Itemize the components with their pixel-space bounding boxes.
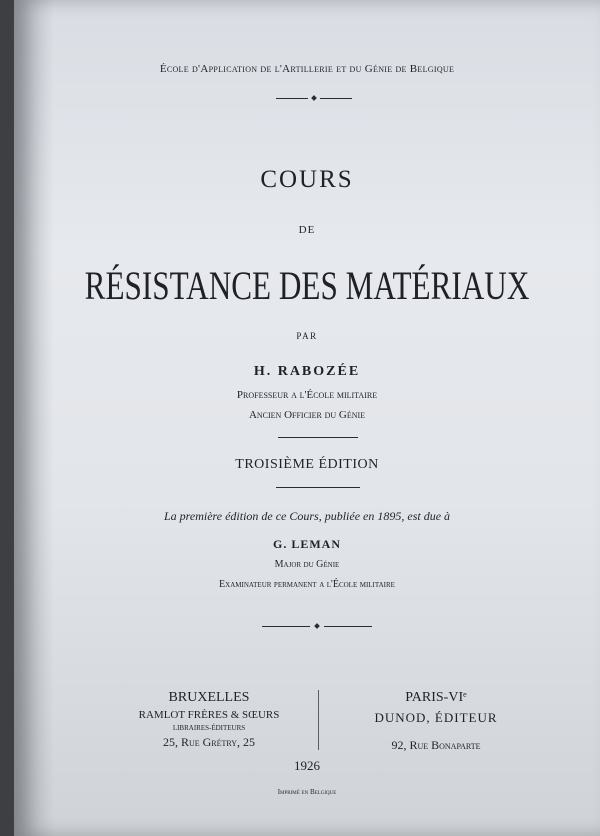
author-role-2: Ancien Officier du Génie: [248, 409, 366, 421]
rule-2: [276, 487, 360, 488]
year: 1926: [294, 758, 320, 773]
first-author-role-1: Major du Génie: [274, 559, 340, 570]
title-page: [14, 0, 600, 836]
author-name: H. RABOZÉE: [253, 364, 361, 379]
printed-in: Imprimé en Belgique: [277, 788, 337, 796]
title-cours: COURS: [260, 166, 354, 193]
publisher-right-name: DUNOD, ÉDITEUR: [374, 710, 498, 725]
first-author-role-2: Examinateur permanent a l'École militaire: [219, 579, 395, 590]
title-de: DE: [298, 224, 316, 236]
title-par: PAR: [296, 331, 318, 341]
header-ornament: [276, 95, 352, 101]
publisher-left-name: RAMLOT FRÈRES & SŒURS: [138, 709, 280, 721]
publisher-divider: [318, 690, 319, 750]
first-author-name: G. LEMAN: [273, 537, 341, 551]
school-header: École d'Application de l'Artillerie et du Génie de Belgique: [159, 63, 455, 75]
publisher-right: [336, 690, 536, 753]
publisher-right-address: 92, Rue Bonaparte: [391, 738, 481, 752]
author-role-1: Professeur a l'École militaire: [236, 389, 378, 401]
rule-1: [278, 437, 358, 438]
edition: TROISIÈME ÉDITION: [235, 457, 379, 472]
publisher-left: [104, 690, 314, 750]
publisher-left-city: BRUXELLES: [168, 690, 250, 705]
publisher-left-type: LIBRAIRES-ÉDITEURS: [172, 724, 246, 732]
main-title: RÉSISTANCE DES MATÉRIAUX: [84, 263, 530, 308]
publisher-right-city: PARIS-VIᵉ: [405, 690, 467, 705]
first-edition-note: La première édition de ce Cours, publiée en 1895, est due à: [163, 509, 451, 523]
publisher-left-address: 25, Rue Grétry, 25: [162, 735, 256, 749]
middle-ornament: [262, 623, 372, 629]
